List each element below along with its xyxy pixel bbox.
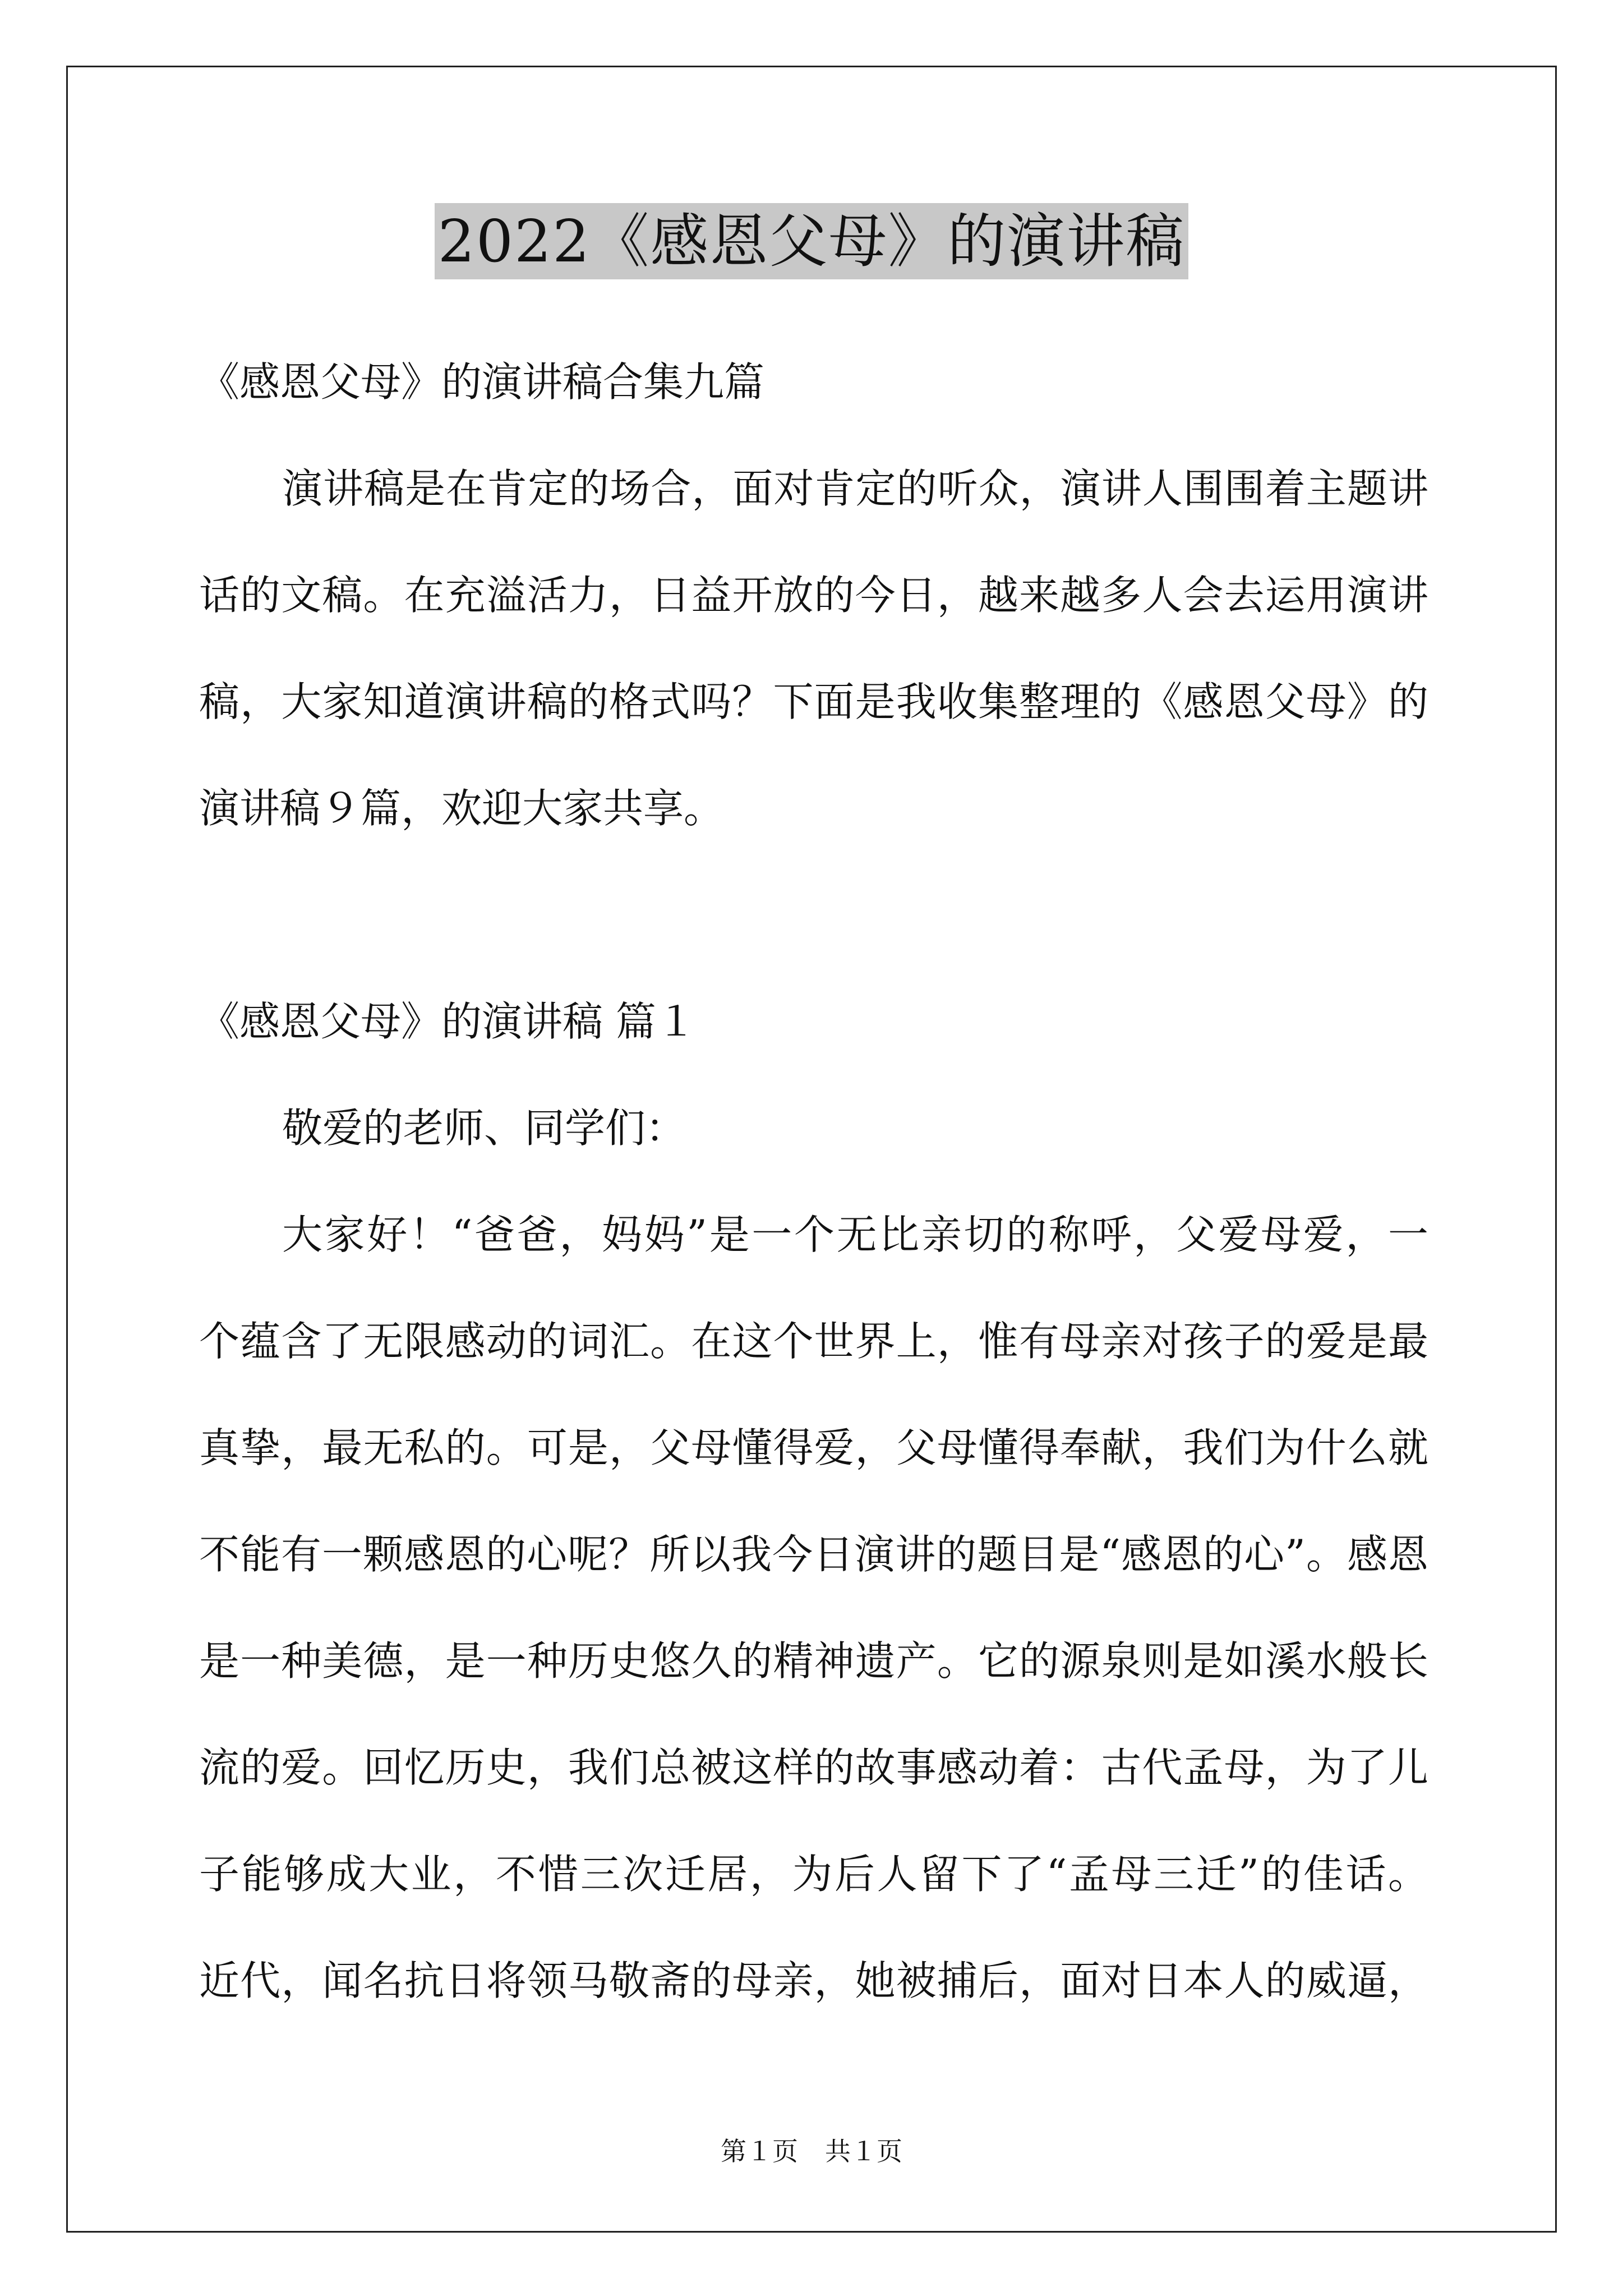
body-line-3: 真挚，最无私的。可是，父母懂得爱，父母懂得奉献，我们为什么就 xyxy=(199,1424,1428,1471)
page-footer xyxy=(0,2134,1623,2168)
section-heading: 《感恩父母》的演讲稿 篇１ xyxy=(199,998,697,1045)
body-line-6: 流的爱。回忆历史，我们总被这样的故事感动着：古代孟母，为了儿 xyxy=(199,1744,1428,1791)
page-number-label: 第１页 xyxy=(721,2136,798,2166)
body-line-7: 子能够成大业，不惜三次迁居，为后人留下了“孟母三迁”的佳话。 xyxy=(199,1851,1428,1898)
body-line-2: 个蕴含了无限感动的词汇。在这个世界上，惟有母亲对孩子的爱是最 xyxy=(199,1318,1428,1365)
document-title xyxy=(0,203,1623,279)
intro-line-3: 稿，大家知道演讲稿的格式吗？下面是我收集整理的《感恩父母》的 xyxy=(199,678,1428,725)
page-total-label: 共１页 xyxy=(825,2136,902,2166)
document-subtitle: 《感恩父母》的演讲稿合集九篇 xyxy=(199,358,765,406)
intro-line-1: 演讲稿是在肯定的场合，面对肯定的听众，演讲人围围着主题讲 xyxy=(282,465,1428,512)
body-line-5: 是一种美德，是一种历史悠久的精神遗产。它的源泉则是如溪水般长 xyxy=(199,1637,1428,1685)
body-line-8: 近代，闻名抗日将领马敬斋的母亲，她被捕后，面对日本人的威逼， xyxy=(199,1957,1428,2004)
intro-line-2: 话的文稿。在充溢活力，日益开放的今日，越来越多人会去运用演讲 xyxy=(199,572,1428,619)
body-line-4: 不能有一颗感恩的心呢？所以我今日演讲的题目是“感恩的心”。感恩 xyxy=(199,1531,1428,1578)
document-title-text: 2022《感恩父母》的演讲稿 xyxy=(435,203,1189,279)
body-line-1: 大家好！“爸爸，妈妈”是一个无比亲切的称呼，父爱母爱，一 xyxy=(282,1211,1428,1258)
intro-line-4: 演讲稿９篇，欢迎大家共享。 xyxy=(199,785,725,832)
greeting-line: 敬爱的老师、同学们： xyxy=(282,1105,686,1152)
